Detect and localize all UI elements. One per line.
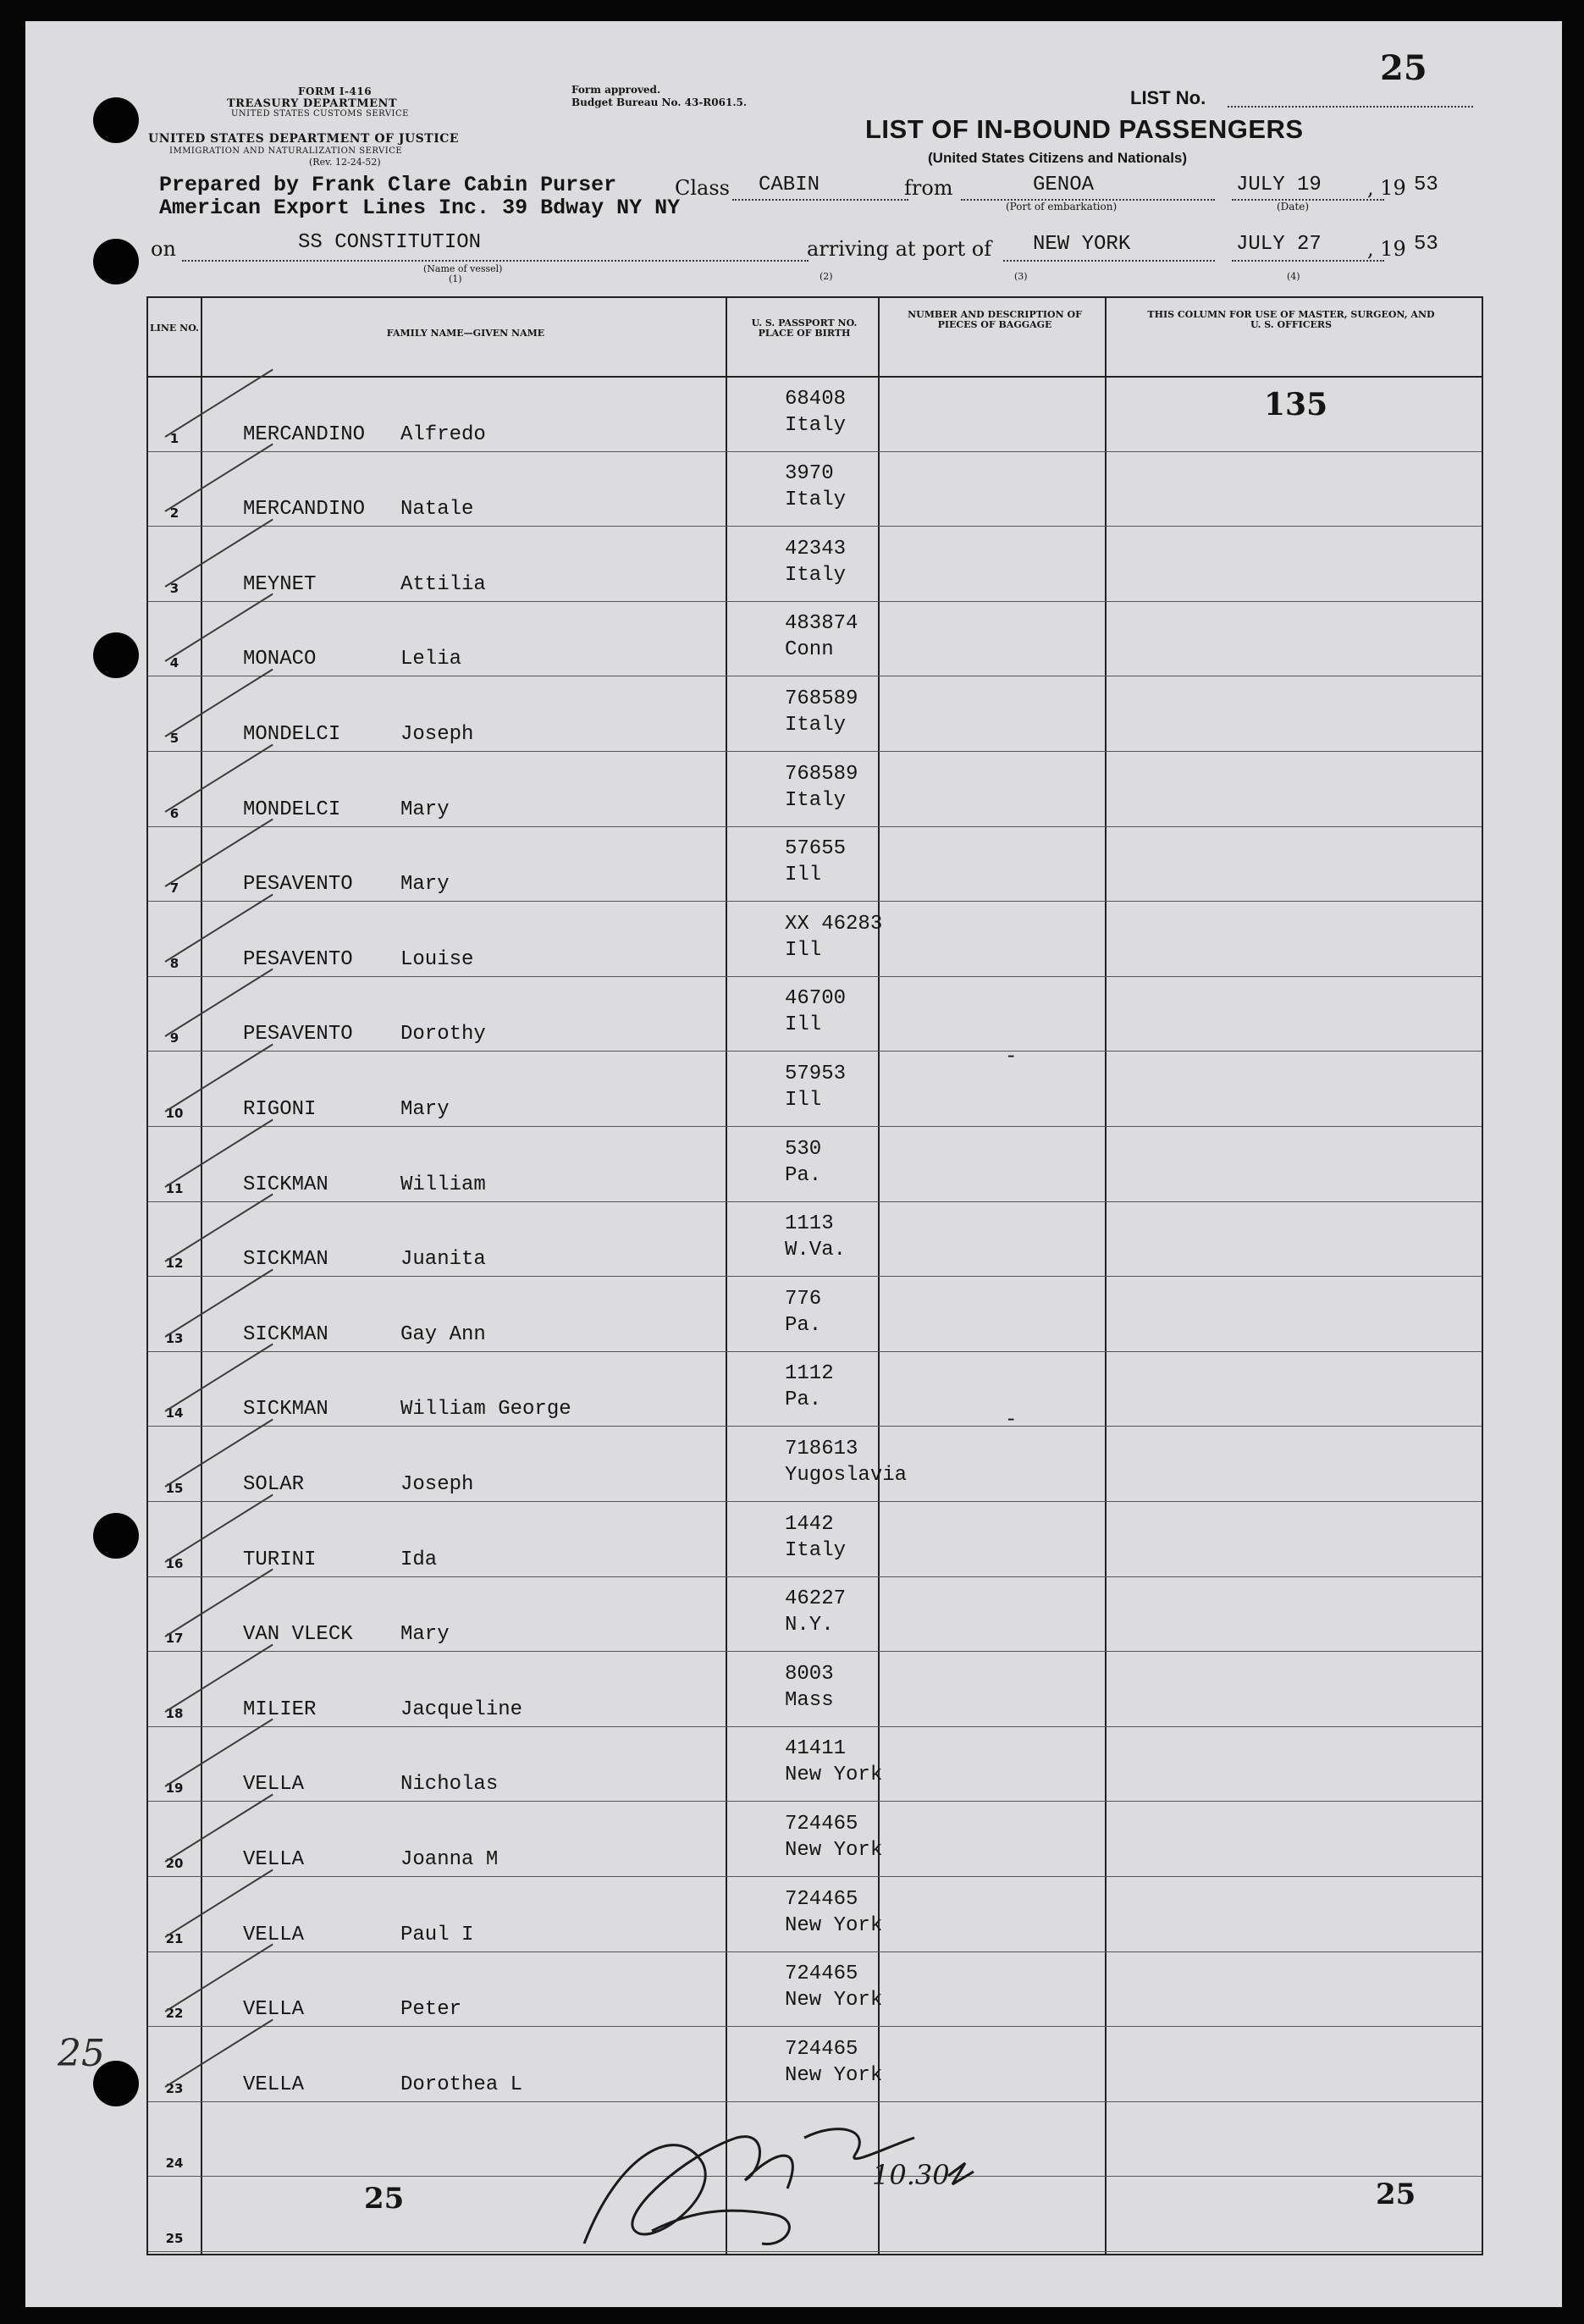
line-number: 9 <box>169 1030 179 1046</box>
class-value: CABIN <box>759 174 820 196</box>
passport-number: 8003 <box>785 1662 834 1686</box>
passport-number: 768589 <box>785 762 858 786</box>
port-of-arrival: NEW YORK <box>1033 233 1131 256</box>
family-name: MONDELCI <box>243 798 341 821</box>
caption-3: (3) <box>1014 271 1028 282</box>
given-name: Natale <box>400 498 474 522</box>
given-name: Lelia <box>400 648 462 671</box>
class-label: Class <box>675 176 730 200</box>
caption-vessel: (Name of vessel) <box>423 263 503 274</box>
line-number: 8 <box>169 955 179 971</box>
passport-number: 46227 <box>785 1587 847 1611</box>
customs-service: UNITED STATES CUSTOMS SERVICE <box>231 109 409 119</box>
given-name: Peter <box>400 1998 462 2022</box>
given-name: Mary <box>400 1623 450 1647</box>
line-number: 20 <box>165 1856 184 1871</box>
passport-number: 483874 <box>785 612 858 636</box>
family-name: MONDELCI <box>243 723 341 746</box>
passport-number: 1113 <box>785 1212 834 1236</box>
passenger-table <box>146 296 1483 2255</box>
arrival-date: JULY 27 <box>1236 233 1322 256</box>
baggage-mark: - <box>1005 1409 1018 1432</box>
passport-number: 3970 <box>785 462 834 486</box>
manifest-sheet <box>25 21 1562 2307</box>
place-of-birth: Italy <box>785 788 847 812</box>
immigration-service: IMMIGRATION AND NATURALIZATION SERVICE <box>169 146 403 156</box>
passport-number: 46700 <box>785 987 847 1011</box>
port-of-embarkation: GENOA <box>1033 174 1095 196</box>
punch-hole <box>93 1513 139 1559</box>
place-of-birth: New York <box>785 1764 883 1787</box>
place-of-birth: Italy <box>785 714 847 737</box>
arrival-century: , 19 <box>1367 237 1406 261</box>
given-name: Gay Ann <box>400 1322 486 1346</box>
place-of-birth: Ill <box>785 938 822 962</box>
given-name: Mary <box>400 798 450 821</box>
treasury-department: TREASURY DEPARTMENT <box>227 97 398 110</box>
family-name: PESAVENTO <box>243 1023 353 1046</box>
column-header-officers: THIS COLUMN FOR USE OF MASTER, SURGEON, AND U. S. OFFICERS <box>1147 309 1435 330</box>
total-right: 25 <box>1376 2178 1416 2211</box>
signature-time: 10.30 <box>872 2159 950 2191</box>
given-name: William <box>400 1173 486 1196</box>
line-number: 2 <box>169 505 179 522</box>
punch-hole <box>93 239 139 284</box>
given-name: Nicholas <box>400 1773 499 1797</box>
family-name: VELLA <box>243 1923 305 1946</box>
on-label: on <box>151 237 176 261</box>
given-name: Joseph <box>400 723 474 746</box>
place-of-birth: Italy <box>785 1538 847 1562</box>
given-name: Joanna M <box>400 1848 499 1871</box>
family-name: VELLA <box>243 2073 305 2096</box>
place-of-birth: Italy <box>785 489 847 512</box>
place-of-birth: Italy <box>785 413 847 437</box>
given-name: Alfredo <box>400 422 486 446</box>
line-number: 12 <box>165 1256 184 1272</box>
given-name: William George <box>400 1398 571 1421</box>
line-number: 19 <box>165 1780 184 1797</box>
family-name: TURINI <box>243 1548 317 1571</box>
place-of-birth: Conn <box>785 638 834 662</box>
place-of-birth: Pa. <box>785 1163 822 1187</box>
family-name: RIGONI <box>243 1098 317 1121</box>
form-approved: Form approved. <box>571 84 661 96</box>
family-name: MERCANDINO <box>243 498 366 522</box>
place-of-birth: Ill <box>785 1013 822 1037</box>
family-name: VELLA <box>243 1848 305 1871</box>
passport-number: 57655 <box>785 837 847 861</box>
given-name: Jacqueline <box>400 1697 523 1721</box>
line-number: 25 <box>165 2231 184 2246</box>
place-of-birth: W.Va. <box>785 1239 847 1262</box>
line-number: 4 <box>169 655 179 671</box>
place-of-birth: Ill <box>785 864 822 887</box>
place-of-birth: New York <box>785 1839 883 1862</box>
family-name: PESAVENTO <box>243 873 353 897</box>
passport-number: XX 46283 <box>785 912 883 936</box>
line-number: 16 <box>165 1555 184 1571</box>
family-name: VAN VLECK <box>243 1623 353 1647</box>
family-name: SICKMAN <box>243 1173 328 1196</box>
margin-note: 25 <box>58 2032 105 2075</box>
line-number: 13 <box>165 1330 184 1346</box>
family-name: SICKMAN <box>243 1248 328 1272</box>
revision-date: (Rev. 12-24-52) <box>309 157 381 168</box>
family-name: MERCANDINO <box>243 422 366 446</box>
column-header-line-no: LINE NO. <box>150 323 199 334</box>
caption-embarkation: (Port of embarkation) <box>1006 201 1118 213</box>
place-of-birth: New York <box>785 2063 883 2087</box>
passport-number: 41411 <box>785 1737 847 1761</box>
list-title: LIST OF IN-BOUND PASSENGERS <box>865 114 1304 144</box>
passport-number: 1442 <box>785 1512 834 1536</box>
family-name: MONACO <box>243 648 317 671</box>
passport-number: 776 <box>785 1287 822 1311</box>
passport-number: 42343 <box>785 537 847 560</box>
given-name: Attilia <box>400 572 486 596</box>
company-address: American Export Lines Inc. 39 Bdway NY NY <box>159 196 681 220</box>
budget-bureau: Budget Bureau No. 43-R061.5. <box>571 97 748 108</box>
prepared-by: Prepared by Frank Clare Cabin Purser <box>159 173 617 197</box>
place-of-birth: N.Y. <box>785 1614 834 1637</box>
line-number: 18 <box>165 1705 184 1721</box>
departure-century: , 19 <box>1367 176 1406 200</box>
place-of-birth: Pa. <box>785 1313 822 1337</box>
place-of-birth: Yugoslavia <box>785 1464 908 1487</box>
given-name: Dorothy <box>400 1023 486 1046</box>
family-name: PESAVENTO <box>243 947 353 971</box>
page-number: 25 <box>1380 48 1427 88</box>
passport-number: 1112 <box>785 1362 834 1386</box>
departure-year: 53 <box>1414 174 1438 196</box>
line-number: 24 <box>165 2156 184 2172</box>
column-header-name: FAMILY NAME—GIVEN NAME <box>386 328 545 339</box>
family-name: SICKMAN <box>243 1398 328 1421</box>
family-name: VELLA <box>243 1998 305 2022</box>
given-name: Joseph <box>400 1473 474 1496</box>
line-number: 10 <box>165 1106 184 1121</box>
passport-number: 724465 <box>785 1887 858 1911</box>
departure-date: JULY 19 <box>1236 174 1322 196</box>
line-number: 6 <box>169 805 179 821</box>
line-number: 11 <box>165 1180 184 1196</box>
officer-count: 135 <box>1264 387 1328 422</box>
line-number: 23 <box>165 2080 184 2096</box>
line-number: 14 <box>165 1405 184 1421</box>
line-number: 21 <box>165 1930 184 1946</box>
passport-number: 68408 <box>785 387 847 411</box>
punch-hole <box>93 632 139 678</box>
list-subtitle: (United States Citizens and Nationals) <box>928 150 1188 166</box>
family-name: VELLA <box>243 1773 305 1797</box>
column-header-baggage: NUMBER AND DESCRIPTION OF PIECES OF BAGGAGE <box>908 309 1082 330</box>
caption-1: (1) <box>449 273 462 284</box>
given-name: Mary <box>400 1098 450 1121</box>
place-of-birth: Mass <box>785 1688 834 1712</box>
passport-number: 57953 <box>785 1063 847 1085</box>
passport-number: 718613 <box>785 1438 858 1460</box>
passport-number: 724465 <box>785 1813 858 1835</box>
given-name: Ida <box>400 1548 438 1571</box>
place-of-birth: Ill <box>785 1089 822 1112</box>
place-of-birth: Italy <box>785 563 847 587</box>
vessel-name: SS CONSTITUTION <box>298 231 482 254</box>
family-name: SICKMAN <box>243 1322 328 1346</box>
caption-4: (4) <box>1287 271 1300 282</box>
officer-signature <box>550 2087 1092 2273</box>
from-label: from <box>904 176 953 200</box>
given-name: Dorothea L <box>400 2073 523 2096</box>
given-name: Juanita <box>400 1248 486 1272</box>
punch-hole <box>93 97 139 143</box>
given-name: Louise <box>400 947 474 971</box>
place-of-birth: New York <box>785 1913 883 1937</box>
passport-number: 724465 <box>785 2037 858 2061</box>
department-of-justice: UNITED STATES DEPARTMENT OF JUSTICE <box>148 132 460 146</box>
passport-number: 768589 <box>785 687 858 710</box>
arriving-label: arriving at port of <box>807 237 992 261</box>
family-name: SOLAR <box>243 1473 305 1496</box>
given-name: Paul I <box>400 1923 474 1946</box>
line-number: 7 <box>169 880 179 897</box>
place-of-birth: New York <box>785 1989 883 2012</box>
caption-date: (Date) <box>1277 201 1310 213</box>
list-no-label: LIST No. <box>1130 87 1206 108</box>
given-name: Mary <box>400 873 450 897</box>
line-number: 15 <box>165 1481 184 1496</box>
line-number: 5 <box>169 731 179 746</box>
passport-number: 724465 <box>785 1962 858 1986</box>
family-name: MILIER <box>243 1697 317 1721</box>
baggage-mark: - <box>1005 1046 1018 1068</box>
line-number: 3 <box>169 580 179 596</box>
passport-number: 530 <box>785 1137 822 1161</box>
place-of-birth: Pa. <box>785 1388 822 1412</box>
form-number: FORM I-416 <box>298 86 373 97</box>
caption-2: (2) <box>820 271 833 282</box>
line-number: 17 <box>165 1631 184 1647</box>
arrival-year: 53 <box>1414 233 1438 256</box>
line-number: 22 <box>165 2006 184 2022</box>
total-left: 25 <box>364 2182 405 2216</box>
line-number: 1 <box>169 430 179 446</box>
family-name: MEYNET <box>243 572 317 596</box>
column-header-passport: U. S. PASSPORT NO. PLACE OF BIRTH <box>751 317 858 339</box>
